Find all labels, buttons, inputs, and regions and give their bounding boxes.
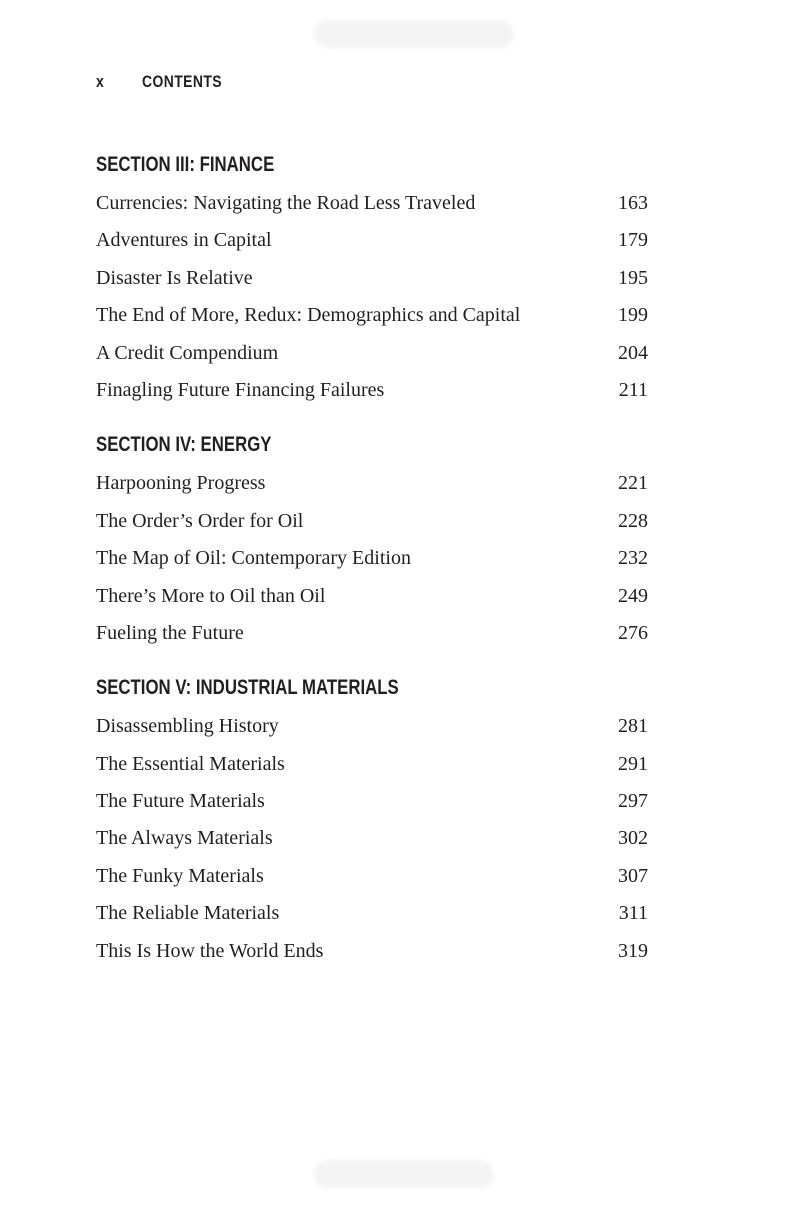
toc-entry[interactable]	[96, 465, 648, 502]
page-number: 281	[618, 715, 648, 738]
page-number: 204	[618, 341, 648, 364]
chapter-title: Adventures in Capital	[96, 229, 272, 252]
page-number: 163	[618, 192, 648, 214]
chapter-title: Disassembling History	[96, 715, 279, 738]
page-number: 311	[618, 902, 648, 925]
running-head-title: CONTENTS	[142, 72, 222, 91]
scan-smudge-bottom	[314, 1160, 494, 1188]
page-number: 307	[618, 864, 648, 887]
page-number: 319	[618, 939, 648, 962]
page-number: 195	[618, 266, 648, 289]
chapter-title: Harpooning Progress	[96, 472, 266, 495]
toc-entry[interactable]	[96, 297, 648, 334]
toc-entry[interactable]	[96, 540, 648, 577]
section-heading: SECTION IV: ENERGY	[96, 433, 272, 457]
page-number: 179	[618, 229, 648, 252]
page-number: 291	[618, 752, 648, 775]
toc-entry[interactable]	[96, 372, 648, 409]
chapter-title: A Credit Compendium	[96, 341, 279, 364]
toc-section-industrial-materials	[96, 673, 648, 970]
chapter-title: There’s More to Oil than Oil	[96, 584, 326, 607]
page-number: 302	[618, 827, 648, 850]
toc-entry[interactable]	[96, 895, 648, 932]
chapter-title: The Map of Oil: Contemporary Edition	[96, 547, 411, 570]
toc-entry[interactable]	[96, 335, 648, 372]
page-number: 221	[618, 472, 648, 495]
toc-entry[interactable]	[96, 578, 648, 615]
chapter-title: The Reliable Materials	[96, 902, 280, 925]
chapter-title: The Essential Materials	[96, 752, 285, 775]
chapter-title: The Future Materials	[96, 790, 265, 813]
page-number: 232	[618, 547, 648, 570]
toc-entry[interactable]	[96, 615, 648, 652]
chapter-title: This Is How the World Ends	[96, 939, 324, 962]
page-number: 211	[618, 378, 648, 401]
toc-entry[interactable]	[96, 783, 648, 820]
toc-section-energy	[96, 430, 648, 652]
page-number: 199	[618, 304, 648, 327]
chapter-title: The Always Materials	[96, 827, 273, 850]
toc-section-finance	[96, 150, 648, 409]
chapter-title: The Funky Materials	[96, 864, 264, 887]
chapter-title: Currencies: Navigating the Road Less Traveled	[96, 192, 476, 214]
toc-entry[interactable]	[96, 222, 648, 259]
chapter-title: Fueling the Future	[96, 621, 244, 644]
page-folio: x	[96, 72, 105, 91]
page-number: 276	[618, 621, 648, 644]
toc-entry[interactable]	[96, 820, 648, 857]
chapter-title: The End of More, Redux: Demographics and Capital	[96, 304, 521, 327]
toc-entry[interactable]	[96, 858, 648, 895]
toc-entry[interactable]	[96, 933, 648, 970]
page-number: 228	[618, 509, 648, 532]
toc-entry[interactable]	[96, 746, 648, 783]
scan-smudge-top	[314, 20, 514, 48]
chapter-title: The Order’s Order for Oil	[96, 509, 304, 532]
section-heading: SECTION V: INDUSTRIAL MATERIALS	[96, 676, 399, 700]
toc-entry[interactable]	[96, 708, 648, 745]
toc-entry[interactable]	[96, 503, 648, 540]
section-heading: SECTION III: FINANCE	[96, 153, 275, 176]
chapter-title: Finagling Future Financing Failures	[96, 378, 385, 401]
toc-entry[interactable]	[96, 260, 648, 297]
chapter-title: Disaster Is Relative	[96, 266, 253, 289]
toc-entry[interactable]	[96, 185, 648, 222]
page-number: 249	[618, 584, 648, 607]
table-of-contents	[96, 150, 648, 991]
page-number: 297	[618, 790, 648, 813]
running-head	[96, 72, 240, 92]
